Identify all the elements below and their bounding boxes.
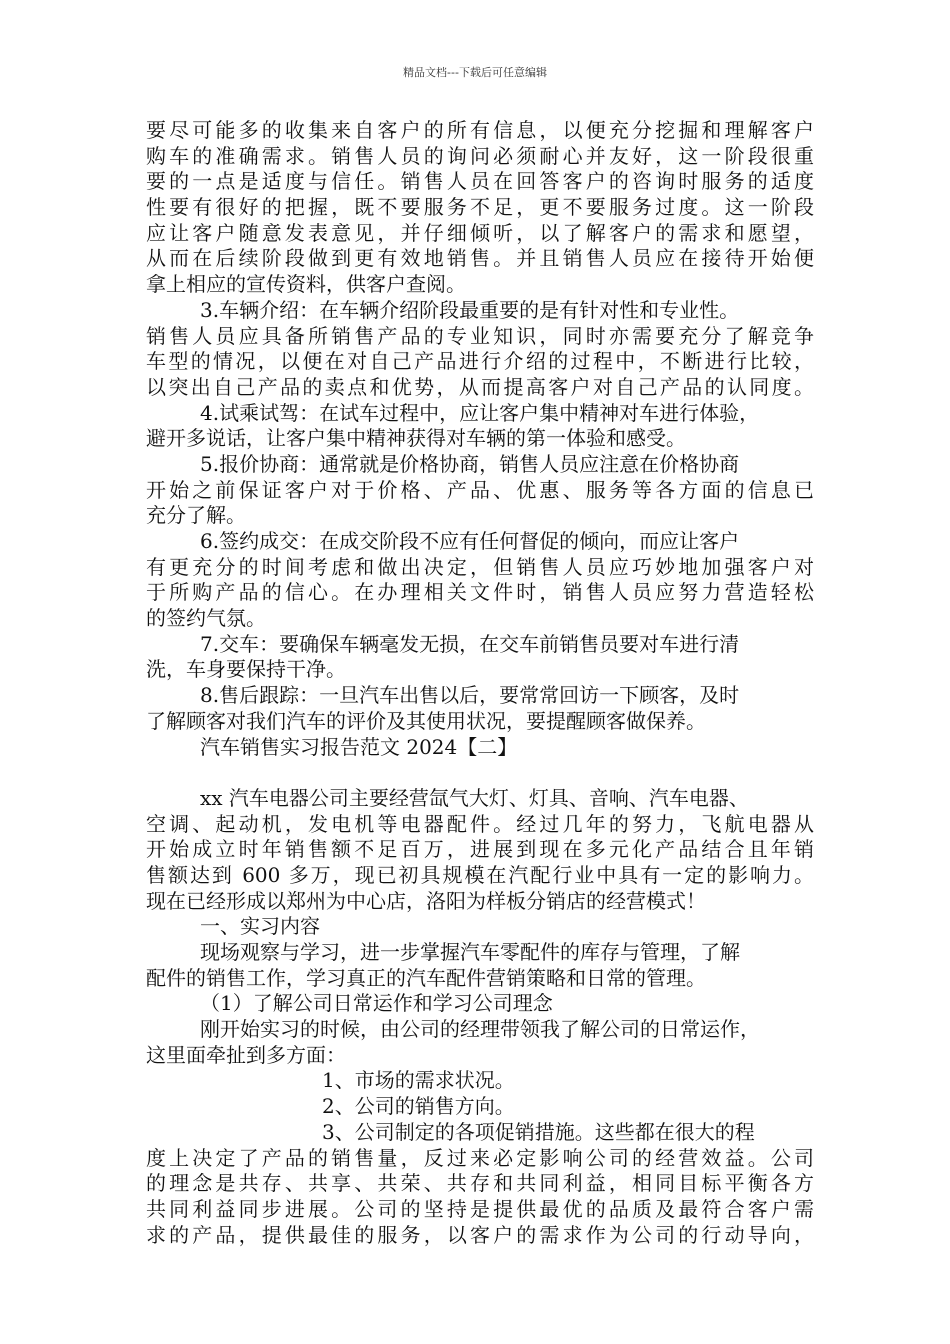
section-heading-line: 6.签约成交：在成交阶段不应有任何督促的倾向，而应让客户 [200, 529, 740, 553]
text-line: 销售人员应具备所销售产品的专业知识，同时亦需要充分了解竞争 [146, 323, 814, 348]
blank-line [146, 760, 814, 786]
section-heading-line: 4.试乘试驾：在试车过程中，应让客户集中精神对车进行体验， [200, 400, 760, 425]
text-line: 了解顾客对我们汽车的评价及其使用状况，要提醒顾客做保养。 [146, 708, 706, 733]
text-line: 应让客户随意发表意见，并仔细倾听，以了解客户的需求和愿望， [146, 220, 814, 245]
text-line: 车型的情况，以便在对自己产品进行介绍的过程中，不断进行比较， [146, 349, 814, 374]
text-line: 要尽可能多的收集来自客户的所有信息，以便充分挖掘和理解客户 [146, 118, 814, 142]
list-item: 1、市场的需求状况。 [322, 1068, 515, 1093]
page-header: 精品文档---下载后可任意编辑 [403, 66, 547, 79]
text-line: 刚开始实习的时候，由公司的经理带领我了解公司的日常运作， [200, 1017, 760, 1042]
section-heading-line: 3.车辆介绍：在车辆介绍阶段最重要的是有针对性和专业性。 [200, 297, 740, 322]
section-heading-line: 8.售后跟踪：一旦汽车出售以后，要常常回访一下顾客，及时 [200, 683, 740, 708]
text-line: xx 汽车电器公司主要经营氙气大灯、灯具、音响、汽车电器、 [200, 785, 749, 810]
list-item: 2、公司的销售方向。 [322, 1094, 515, 1119]
section-heading-line: （1）了解公司日常运作和学习公司理念 [200, 991, 553, 1016]
text-line: 有更充分的时间考虑和做出决定，但销售人员应巧妙地加强客户对 [146, 554, 814, 579]
text-line: 避开多说话，让客户集中精神获得对车辆的第一体验和感受。 [146, 426, 686, 451]
text-line: 现在已经形成以郑州为中心店，洛阳为样板分销店的经营模式！ [146, 888, 706, 913]
text-line: 共同利益同步进展。公司的坚持是提供最优的品质及最符合客户需 [146, 1196, 814, 1221]
list-item: 3、公司制定的各项促销措施。这些都在很大的程 [322, 1119, 755, 1144]
text-line: 空调、起动机，发电机等电器配件。经过几年的努力，飞航电器从 [146, 811, 814, 836]
text-line: 售额达到 600 多万，现已初具规模在汽配行业中具有一定的影响力。 [146, 862, 814, 887]
text-line: 以突出自己产品的卖点和优势，从而提高客户对自己产品的认同度。 [146, 374, 814, 399]
text-line: 从而在后续阶段做到更有效地销售。并且销售人员应在接待开始便 [146, 246, 814, 271]
text-line: 这里面牵扯到多方面： [146, 1042, 346, 1067]
text-line: 充分了解。 [146, 503, 246, 528]
text-line: 洗，车身要保持干净。 [146, 657, 346, 682]
text-line: 购车的准确需求。销售人员的询问必须耐心并友好，这一阶段很重 [146, 143, 814, 168]
text-line: 现场观察与学习，进一步掌握汽车零配件的库存与管理，了解 [200, 940, 740, 964]
text-line: 配件的销售工作，学习真正的汽车配件营销策略和日常的管理。 [146, 965, 706, 990]
text-line: 的签约气氛。 [146, 606, 266, 631]
text-line: 拿上相应的宣传资料，供客户查阅。 [146, 272, 466, 297]
text-line: 度上决定了产品的销售量，反过来必定影响公司的经营效益。公司 [146, 1145, 814, 1170]
document-body [146, 118, 814, 1248]
section-title: 汽车销售实习报告范文 2024【二】 [200, 734, 518, 759]
text-line: 的理念是共存、共享、共荣、共存和共同利益，相同目标平衡各方 [146, 1171, 814, 1196]
section-heading-line: 5.报价协商：通常就是价格协商，销售人员应注意在价格协商 [200, 451, 740, 476]
text-line: 性要有很好的把握，既不要服务不足，更不要服务过度。这一阶段 [146, 195, 814, 220]
text-line: 求的产品，提供最佳的服务，以客户的需求作为公司的行动导向， [146, 1222, 814, 1247]
text-line: 开始成立时年销售额不足百万，进展到现在多元化产品结合且年销 [146, 837, 814, 862]
text-line: 于所购产品的信心。在办理相关文件时，销售人员应努力营造轻松 [146, 580, 814, 605]
section-heading-line: 一、实习内容 [200, 914, 320, 939]
section-heading-line: 7.交车：要确保车辆毫发无损，在交车前销售员要对车进行清 [200, 631, 740, 656]
text-line: 开始之前保证客户对于价格、产品、优惠、服务等各方面的信息已 [146, 477, 814, 502]
text-line: 要的一点是适度与信任。销售人员在回答客户的咨询时服务的适度 [146, 169, 814, 194]
